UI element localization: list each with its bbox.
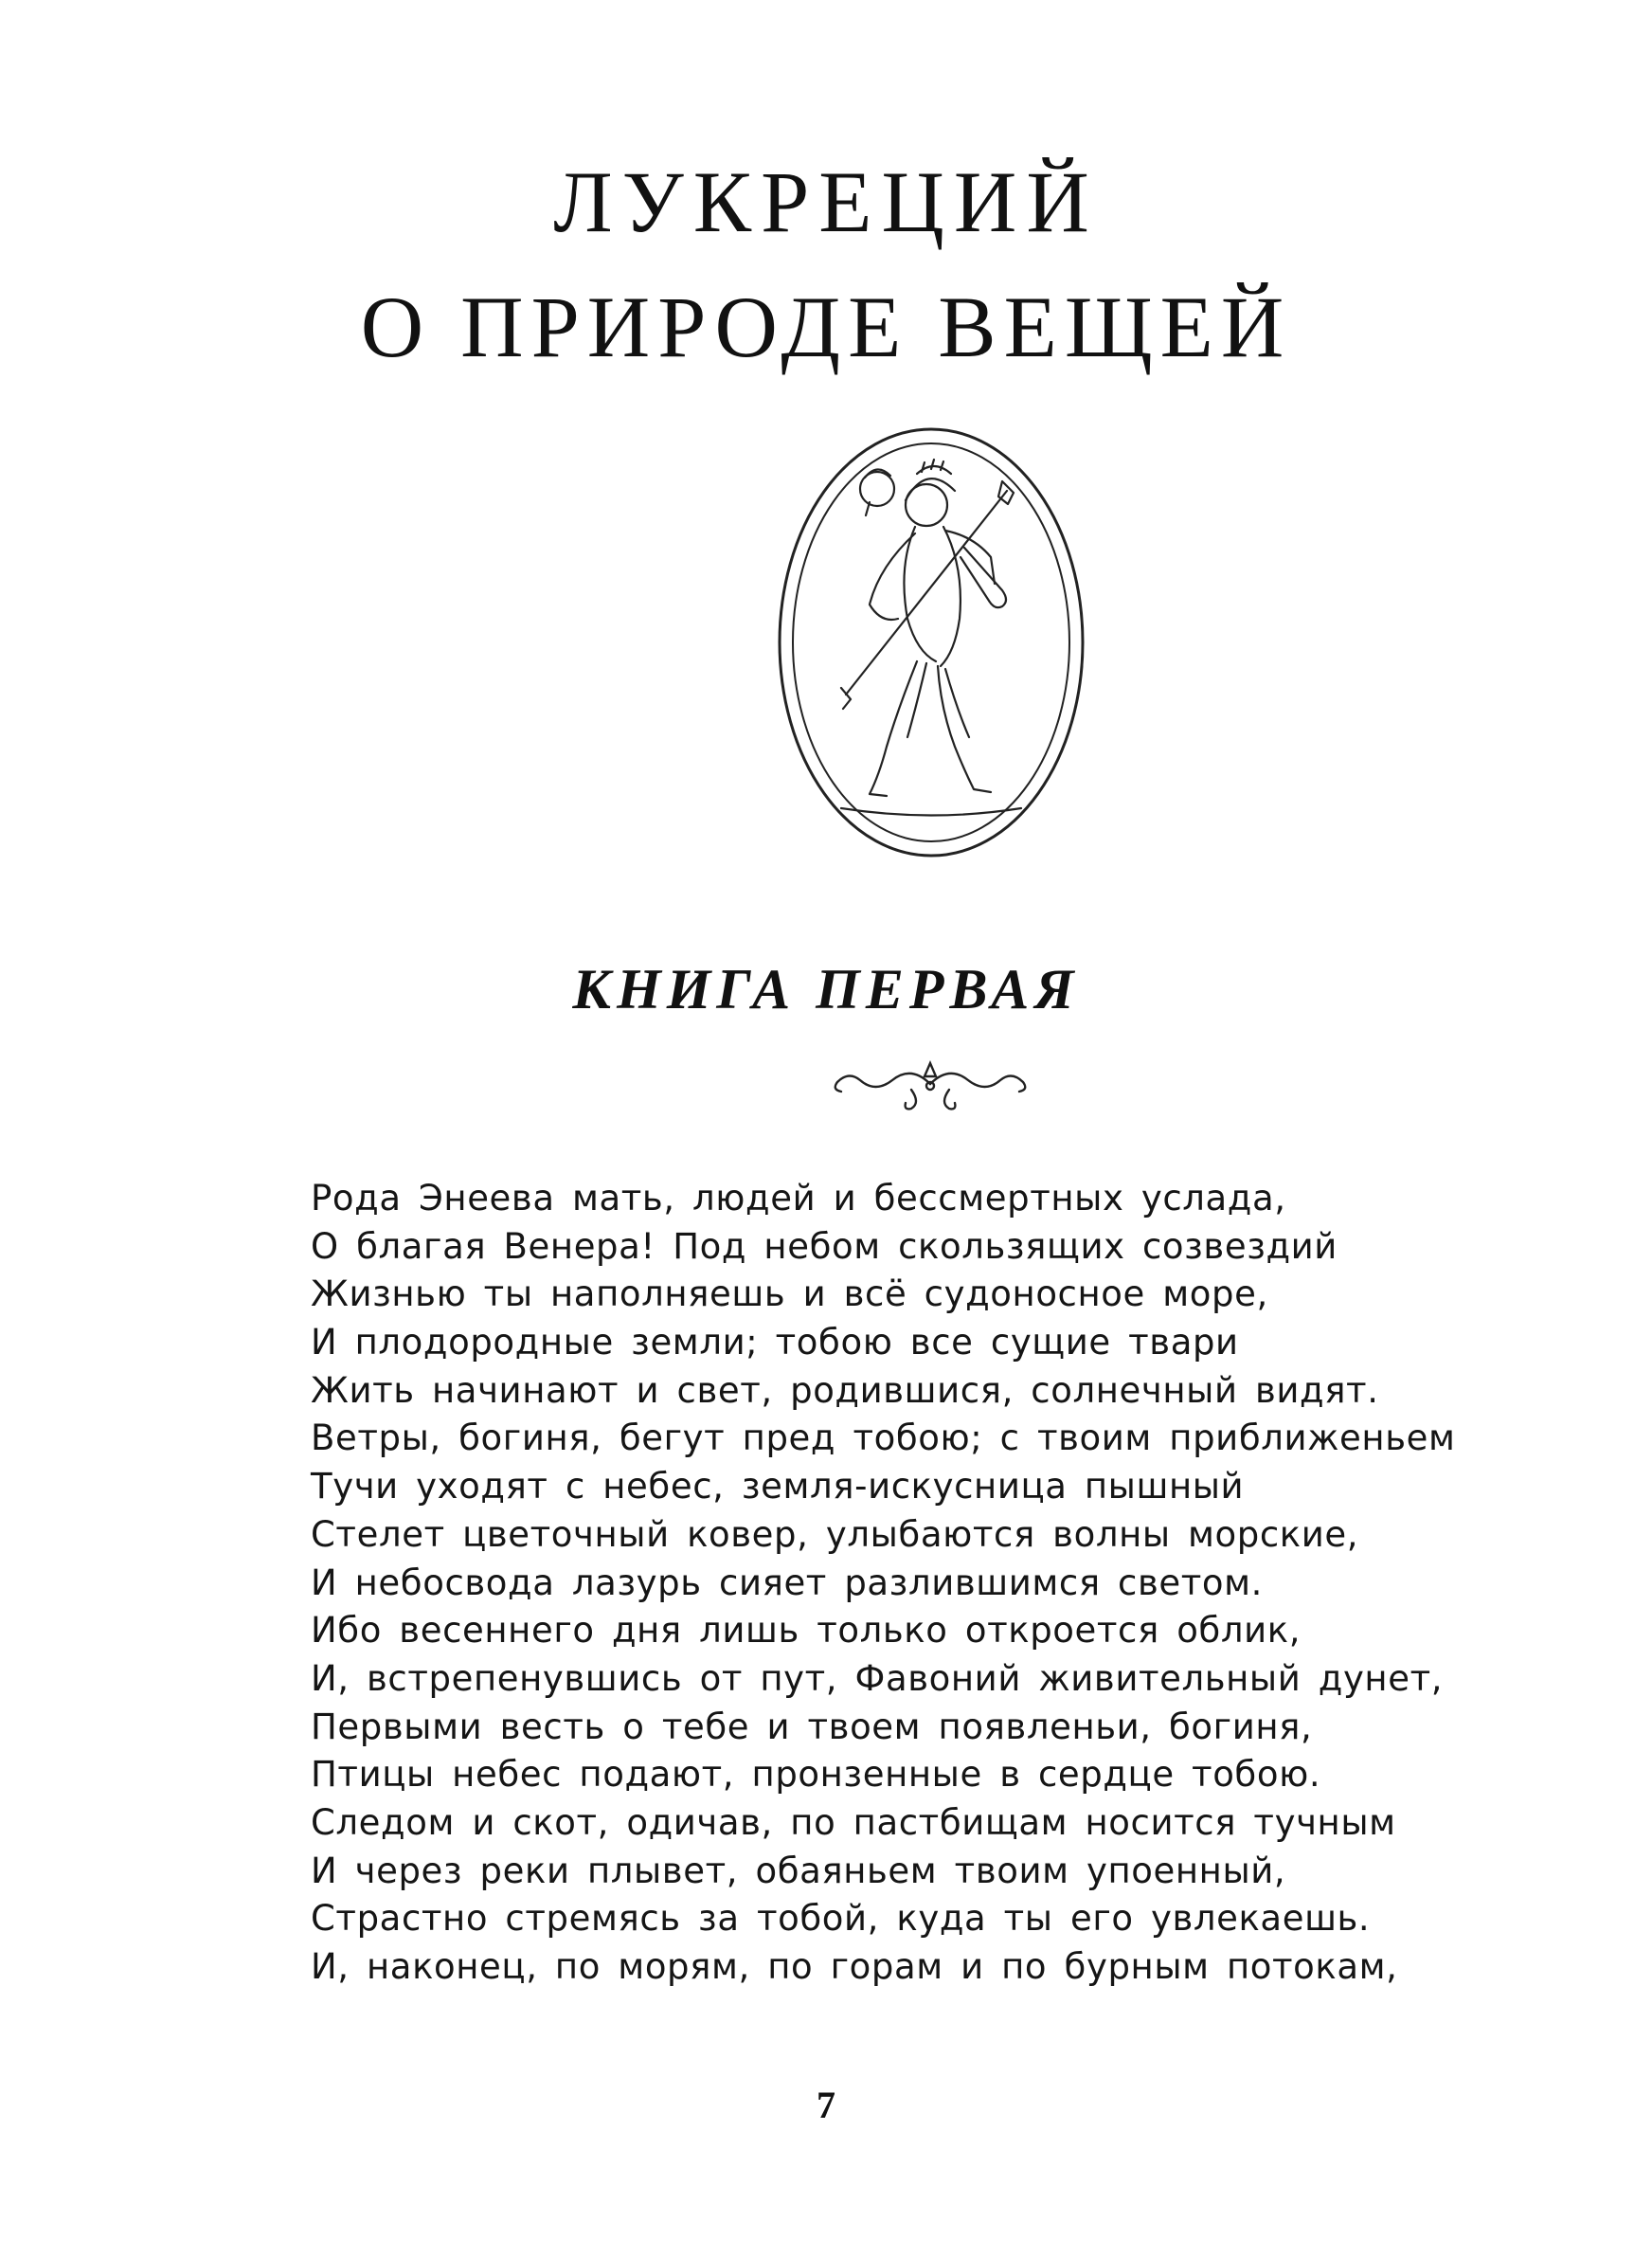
work-title: О ПРИРОДЕ ВЕЩЕЙ (360, 279, 1292, 375)
book-heading: КНИГА ПЕРВАЯ (572, 958, 1080, 1020)
cameo-warrior-icon (775, 424, 1087, 860)
verse-line: Птицы небес подают, пронзенные в сердце тобою. (311, 1754, 1321, 1796)
flourish-ornament-icon (817, 1056, 1044, 1112)
page-number: 7 (817, 2084, 835, 2126)
verse-line: О благая Венера! Под небом скользящих созвездий (311, 1225, 1338, 1267)
author-title: ЛУКРЕЦИЙ (553, 153, 1099, 250)
verse-line: Страстно стремясь за тобой, куда ты его увлекаешь. (311, 1898, 1371, 1940)
verse-line: Стелет цветочный ковер, улыбаются волны морские, (311, 1513, 1359, 1555)
verse-line: Первыми весть о тебе и твоем появленьи, богиня, (311, 1706, 1313, 1747)
poem-verse (311, 1175, 1456, 1992)
verse-line: Тучи уходят с небес, земля-искусница пышный (311, 1466, 1245, 1508)
verse-line: Жизнью ты наполняешь и всё судоносное море, (311, 1273, 1268, 1315)
verse-line: И, встрепенувшись от пут, Фавоний живительный дунет, (311, 1657, 1444, 1699)
verse-line: Жить начинают и свет, родившися, солнечный видят. (311, 1369, 1379, 1411)
verse-line: Рода Энеева мать, людей и бессмертных услада, (311, 1178, 1286, 1219)
verse-line: И небосвода лазурь сияет разлившимся светом. (311, 1562, 1264, 1603)
verse-line: Ветры, богиня, бегут пред тобою; с твоим приближеньем (311, 1417, 1456, 1459)
verse-line: И плодородные земли; тобою все сущие твари (311, 1322, 1239, 1363)
verse-line: Следом и скот, одичав, по пастбищам носится тучным (311, 1801, 1396, 1843)
verse-line: И, наконец, по морям, по горам и по бурным потокам, (311, 1946, 1398, 1987)
verse-line: И через реки плывет, обаяньем твоим упоенный, (311, 1850, 1286, 1891)
verse-line: Ибо весеннего дня лишь только откроется облик, (311, 1610, 1302, 1652)
